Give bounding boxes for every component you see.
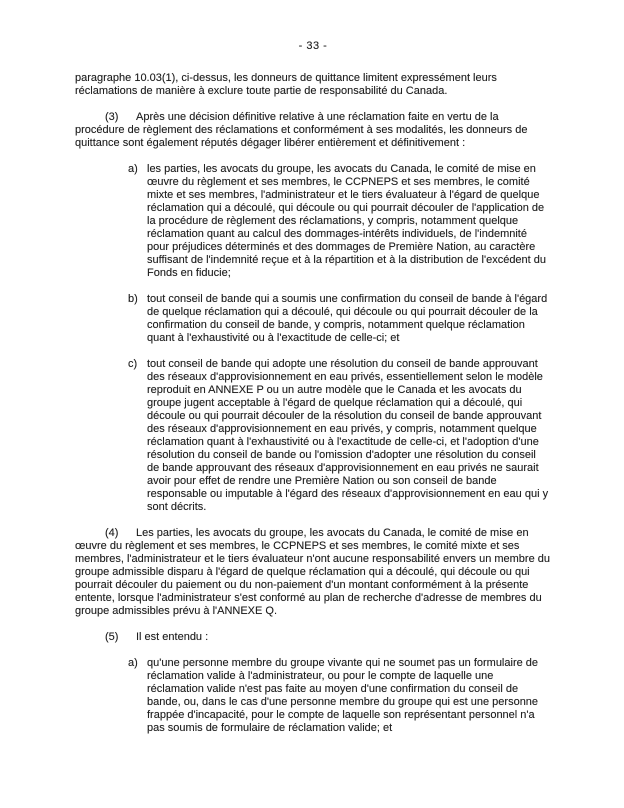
clause-3-text: Après une décision définitive relative à une réclamation faite en vertu de la procédure de règlement des réclamations et conformément à ses modalités, les donneurs de quittance sont également réputés dégager libérer entièrement et définitivement : bbox=[75, 111, 528, 149]
clause-5-item-a-text: qu'une personne membre du groupe vivante qui ne soumet pas un formulaire de réclamation valide à l'administrateur, ou pour le compte de laquelle une réclamation valide n'est pas faite au moyen d'une confirmation du conseil de bande, ou, dans le cas d'une personne membre du groupe qui est une personne frappée d'incapacité, pour le compte de laquelle son représentant personnel n'a pas soumis de formulaire de réclamation valide; et bbox=[147, 657, 539, 734]
clause-4-text: Les parties, les avocats du groupe, les avocats du Canada, le comité de mise en œuvre du règlement et ses membres, le CCPNEPS et ses membres, le comité mixte et ses membres, l'administrateur et le tiers évaluateur n'ont aucune responsabilité envers un membre du groupe admissible disparu à l'égard de quelque réclamation qui a découlé, qui découle ou qui pourrait découler du paiement ou du non-paiement d'un montant conformément à la présente entente, lorsque l'administrateur s'est conformé au plan de recherche d'adresse de membres du groupe admissibles prévu à l'ANNEXE Q. bbox=[75, 527, 550, 617]
clause-4 bbox=[75, 527, 551, 618]
clause-3-item-b-label: b) bbox=[128, 293, 138, 305]
page-content bbox=[75, 40, 551, 748]
clause-3-item-b bbox=[128, 293, 550, 345]
clause-3-item-c bbox=[128, 358, 550, 514]
clause-3-number: (3) bbox=[105, 111, 119, 123]
clause-3-item-a-text: les parties, les avocats du groupe, les avocats du Canada, le comité de mise en œuvre du règlement et ses membres, le CCPNEPS et ses membres, le comité mixte et ses membres, l'administrateur et le tiers évaluateur à l'égard de quelque réclamation qui a découlé, qui découle ou qui pourrait découler de l'application de la procédure de règlement des réclamations, y compris, notamment quelque réclamation quant au calcul des dommages-intérêts individuels, de l'indemnité pour préjudices déterminés et des dommages de Première Nation, au caractère suffisant de l'indemnité reçue et à la répartition et à la distribution de l'excédent du Fonds en fiducie; bbox=[147, 163, 547, 279]
clause-3-item-b-text: tout conseil de bande qui a soumis une confirmation du conseil de bande à l'égard de quelque réclamation qui a découlé, qui découle ou qui pourrait découler de la confirmation du conseil de bande, y compris, notamment quelque réclamation quant à l'exhaustivité ou à l'exactitude de celle-ci; et bbox=[147, 293, 548, 344]
clause-4-number: (4) bbox=[105, 527, 119, 539]
clause-3-item-c-label: c) bbox=[128, 358, 138, 370]
page-number: - 33 - bbox=[298, 40, 328, 52]
clause-5-number: (5) bbox=[105, 631, 119, 643]
clause-5 bbox=[75, 631, 551, 644]
clause-5-item-a-label: a) bbox=[128, 657, 138, 669]
clause-3-item-c-text: tout conseil de bande qui adopte une résolution du conseil de bande approuvant des réseaux d'approvisionnement en eau privés, essentiellement selon le modèle reproduit en ANNEXE P ou un autre modèle que le Canada et les avocats du groupe jugent acceptable à l'égard de quelque réclamation qui a découlé, qui découle ou qui pourrait découler de la résolution du conseil de bande approuvant des réseaux d'approvisionnement en eau privés, y compris, notamment quelque réclamation quant à l'exhaustivité ou à l'exactitude de celle-ci, et l'adoption d'une résolution du conseil de bande ou l'omission d'adopter une résolution du conseil de bande approuvant des réseaux d'approvisionnement en eau privés ne saurait avoir pour effet de rendre une Première Nation ou son conseil de bande responsable ou imputable à l'égard des réseaux d'approvisionnement en eau qui y sont décrits. bbox=[147, 358, 549, 513]
clause-3 bbox=[75, 111, 551, 150]
clause-3-item-a-label: a) bbox=[128, 163, 138, 175]
clause-3-item-a bbox=[128, 163, 550, 280]
intro-paragraph: paragraphe 10.03(1), ci-dessus, les donneurs de quittance limitent expressément leurs réclamations de manière à exclure toute partie de responsabilité du Canada. bbox=[75, 72, 497, 97]
clause-5-item-a bbox=[128, 657, 550, 735]
clause-5-text: Il est entendu : bbox=[136, 631, 209, 643]
